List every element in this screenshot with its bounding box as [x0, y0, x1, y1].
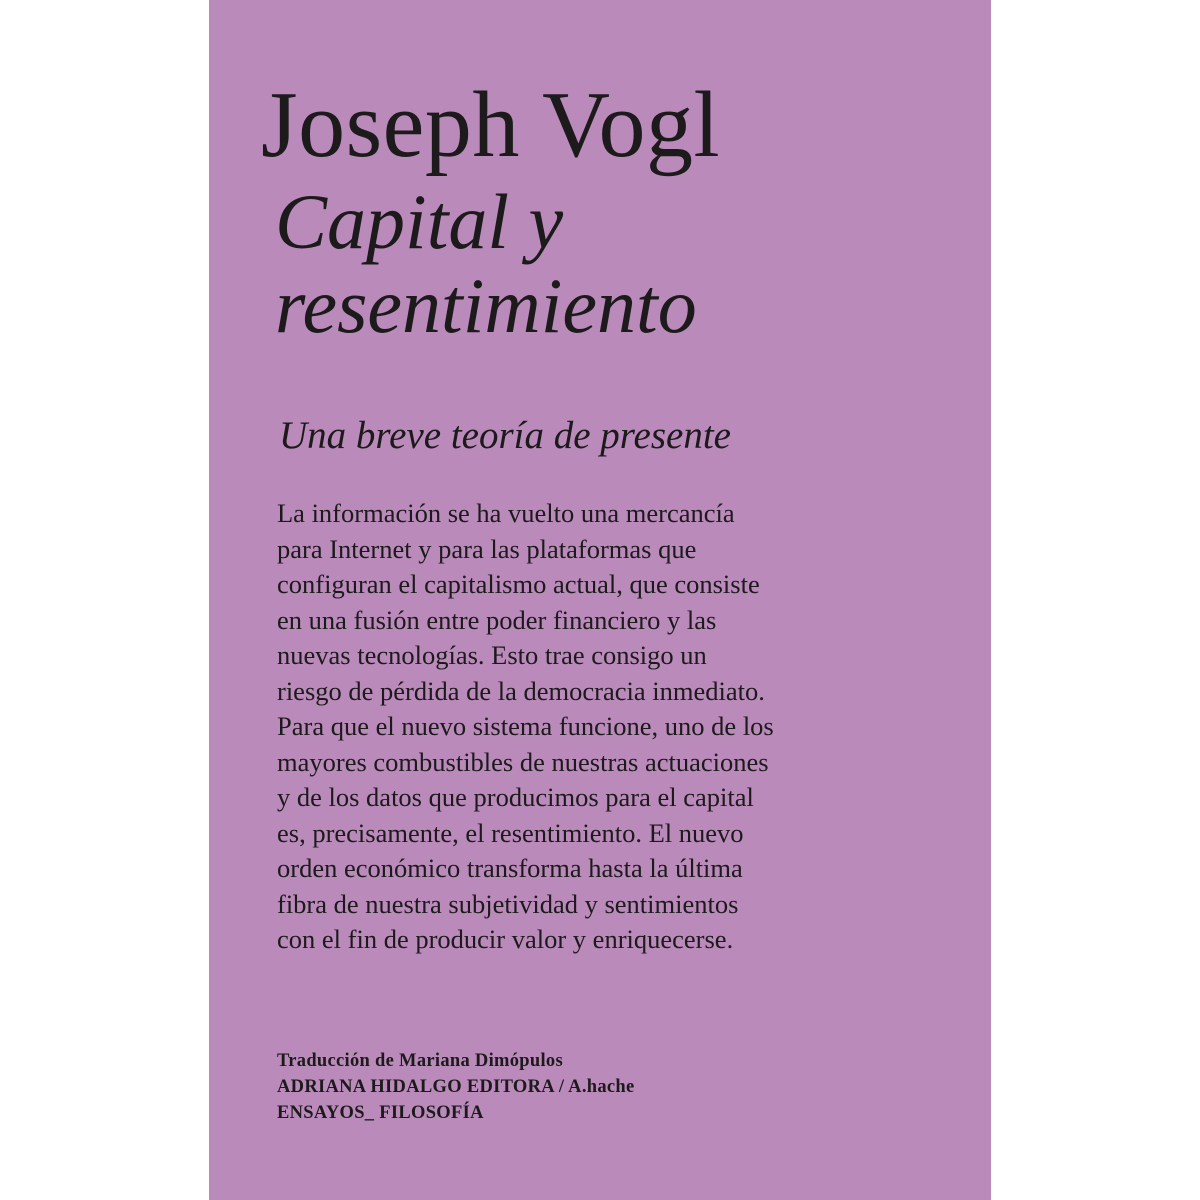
book-subtitle: Una breve teoría de presente	[279, 414, 731, 457]
collection-credit: ENSAYOS_ FILOSOFÍA	[277, 1103, 484, 1123]
book-credits	[277, 1048, 635, 1126]
translator-credit: Traducción de Mariana Dimópulos	[277, 1051, 563, 1071]
book-title-line-2: resentimiento	[275, 262, 697, 349]
book-blurb: La información se ha vuelto una mercancía para Internet y para las plataformas que configuran el capitalismo actual, que consiste en una fusión entre poder financiero y las nuevas tecnologías. Esto trae consigo un riesgo de pérdida de la democracia inmediato. Para que el nuevo sistema funcione, uno de los mayores combustibles de nuestras actuaciones y de los datos que producimos para el capital es, precisamente, el resentimiento. El nuevo orden económico transforma hasta la última fibra de nuestra subjetividad y sentimientos con el fin de producir valor y enriquecerse.	[277, 498, 774, 954]
book-back-cover	[209, 0, 991, 1200]
book-title	[275, 180, 697, 348]
author-name: Joseph Vogl	[261, 73, 721, 177]
book-title-line-1: Capital y	[275, 178, 564, 265]
publisher-credit: ADRIANA HIDALGO EDITORA / A.hache	[277, 1077, 635, 1097]
